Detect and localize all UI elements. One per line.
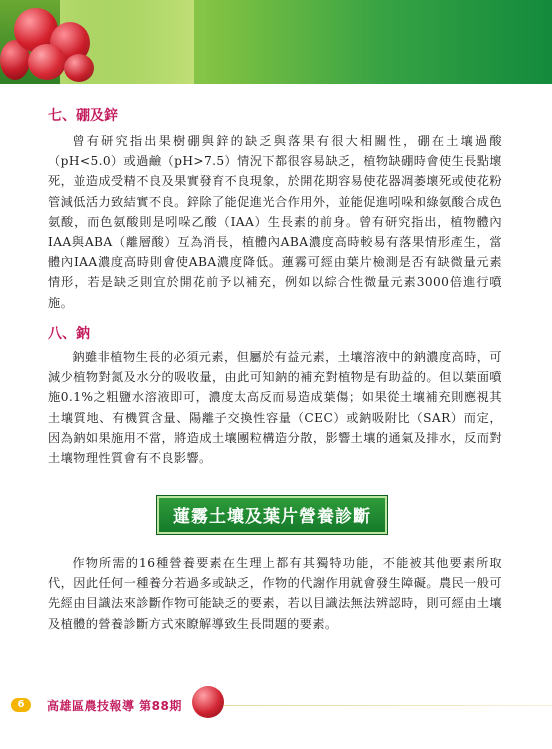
page-number-badge: 6 (11, 698, 31, 712)
journal-title: 高雄區農技報導 第88期 (47, 699, 182, 713)
page-footer (0, 684, 552, 724)
header-fade (84, 0, 194, 84)
paragraph-boron: 曾有研究指出果樹硼與鋅的缺乏與落果有很大相關性，硼在土壤過酸（pH<5.0）或過鹼（pH>7.5）情況下都很容易缺乏，植物缺硼時會使生長點壞死，並造成受精不良及果實發育不良現象，於開花期容易使花器凋萎壞死或使花粉管減低活力致結實不良。鋅除了能促進光合作用外，並能促進吲哚和綠氨酸合成色氨酸，而色氨酸則是吲哚乙酸（IAA）生長素的前身。曾有研究指出，植物體內IAA與ABA（離層酸）互為消長，植體內ABA濃度高時較易有落果情形產生，當體內IAA濃度高時則會使ABA濃度降低。蓮霧可經由葉片檢測是否有缺微量元素情形，若是缺乏則宜於開花前予以補充，例如以綜合性微量元素3000倍進行噴施。 (48, 134, 502, 310)
paragraph-diagnosis-intro: 作物所需的16種營養要素在生理上都有其獨特功能，不能被其他要素所取代，因此任何一種養分若過多或缺乏，作物的代謝作用就會發生障礙。農民一般可先經由目識法來診斷作物可能缺乏的要素，若以目識法無法辨認時，則可經由土壤及植體的營養診斷方式來瞭解導致生長問題的要素。 (48, 556, 502, 631)
section-heading-boron: 七、硼及鋅 (48, 108, 118, 124)
wax-apple-fruit-icon (192, 686, 224, 718)
header-banner (0, 0, 552, 84)
paragraph-sodium: 鈉雖非植物生長的必須元素，但屬於有益元素，土壤溶液中的鈉濃度高時，可減少植物對氮及水分的吸收量，由此可知鈉的補充對植物是有助益的。但以葉面噴施0.1%之粗鹽水溶液即可，濃度太高反而易造成葉傷；如果從土壤補充則應視其土壤質地、有機質含量、陽離子交換性容量（CEC）或鈉吸附比（SAR）而定，因為鈉如果施用不當，將造成土壤團粒構造分散，影響土壤的通氣及排水，反而對土壤物理性質會有不良影響。 (48, 350, 502, 466)
wax-apple-fruit-icon (28, 44, 66, 80)
section-heading-sodium: 八、鈉 (48, 326, 90, 342)
section-title-box: 蓮霧土壤及葉片營養診斷 (157, 496, 387, 534)
footer-divider (224, 705, 552, 706)
